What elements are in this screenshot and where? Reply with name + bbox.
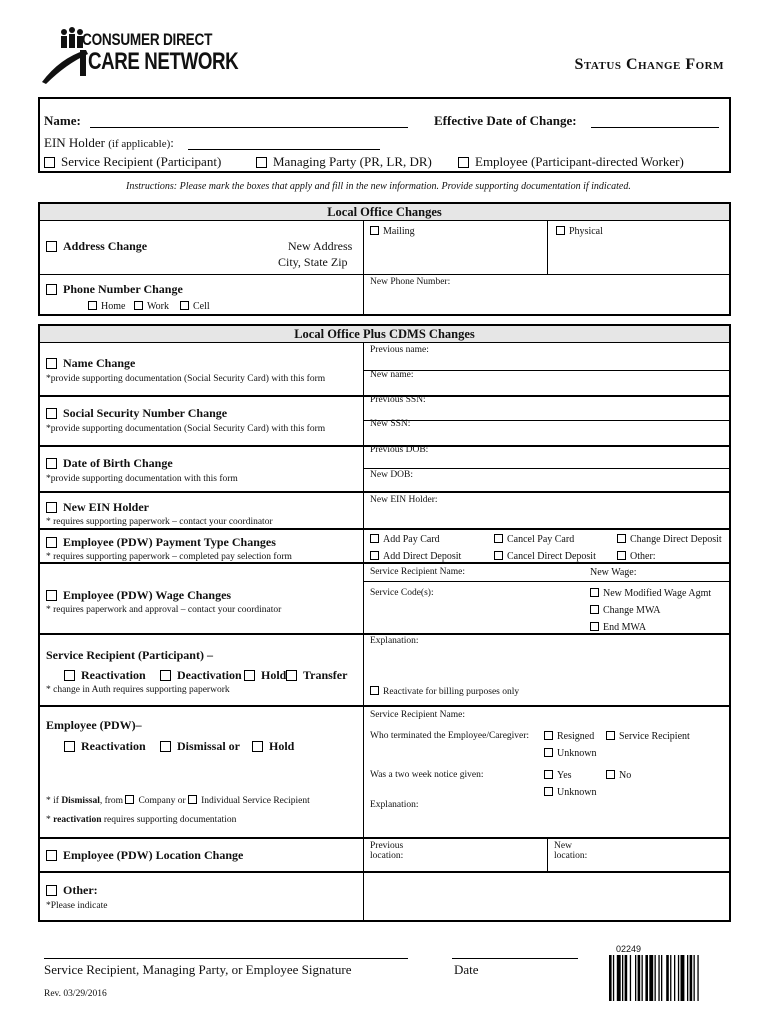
location-change-option[interactable]: Employee (PDW) Location Change [46,848,243,863]
option-employee[interactable]: Employee (Participant-directed Worker) [458,154,684,170]
checkbox-icon [286,670,297,681]
barcode-icon [609,955,731,1001]
resigned-option[interactable]: Resigned [544,731,594,742]
new-name-label: New name: [370,370,414,380]
new-ein-holder-option[interactable]: New EIN Holder [46,500,149,515]
name-field[interactable] [90,127,408,128]
checkbox-icon [180,301,189,310]
form-title: Status Change Form [574,56,724,73]
previous-ssn-label: Previous SSN: [370,395,426,405]
address-change-option[interactable]: Address Change [46,239,147,254]
checkbox-icon [46,502,57,513]
change-mwa-option[interactable]: Change MWA [590,605,661,616]
who-terminated-label: Who terminated the Employee/Caregiver: [370,731,530,741]
checkbox-icon [494,534,503,543]
checkbox-icon [46,358,57,369]
new-dob-label: New DOB: [370,470,414,480]
option-managing-party[interactable]: Managing Party (PR, LR, DR) [256,154,432,170]
logo-text-top: CONSUMER DIRECT [82,30,213,49]
checkbox-icon [544,731,553,740]
sr-status-title: Service Recipient (Participant) – [46,648,213,662]
new-ssn-label: New SSN: [370,419,411,429]
checkbox-icon [46,885,57,896]
other-option[interactable]: Other: [46,883,98,898]
cancel-direct-deposit-option[interactable]: Cancel Direct Deposit [494,551,596,562]
new-ein-holder-label: New EIN Holder: [370,495,438,505]
reactivation-note: * reactivation requires supporting documentation [46,815,237,825]
no-option[interactable]: No [606,770,631,781]
revision-date: Rev. 03/29/2016 [44,989,107,999]
checkbox-icon [46,458,57,469]
dob-change-note: *provide supporting documentation with this form [46,474,238,484]
checkbox-icon [46,408,57,419]
physical-option[interactable]: Physical [556,226,603,237]
sr-transfer-option[interactable]: Transfer [286,668,347,683]
checkbox-icon [370,534,379,543]
emp-status-title: Employee (PDW)– [46,718,142,732]
sr-hold-option[interactable]: Hold [244,668,286,683]
add-direct-deposit-option[interactable]: Add Direct Deposit [370,551,461,562]
signature-label: Service Recipient, Managing Party, or Employee Signature [44,962,352,977]
service-recipient-option[interactable]: Service Recipient [606,731,690,742]
date-field[interactable] [452,958,578,959]
new-phone-label: New Phone Number: [370,277,451,287]
checkbox-icon [606,731,615,740]
checkbox-icon [590,588,599,597]
cell-option[interactable]: Cell [180,301,210,312]
emp-reactivation-option[interactable]: Reactivation [64,739,146,754]
other-payment-option[interactable]: Other: [617,551,656,562]
applicant-info-box [38,97,731,173]
name-label: Name: [44,113,81,128]
phone-change-option[interactable]: Phone Number Change [46,282,183,297]
sr-deactivation-option[interactable]: Deactivation [160,668,242,683]
new-location-label: New location: [554,841,588,861]
previous-name-label: Previous name: [370,345,429,355]
emp-hold-option[interactable]: Hold [252,739,294,754]
checkbox-icon [134,301,143,310]
checkbox-icon[interactable] [125,795,134,804]
dob-change-option[interactable]: Date of Birth Change [46,456,173,471]
checkbox-icon [46,537,57,548]
checkbox-icon [160,670,171,681]
checkbox-icon [160,741,171,752]
unknown-terminated-option[interactable]: Unknown [544,748,596,759]
checkbox-icon [494,551,503,560]
sr-status-note: * change in Auth requires supporting paperwork [46,685,230,695]
checkbox-icon [544,770,553,779]
ein-holder-field[interactable] [188,149,380,150]
change-direct-deposit-option[interactable]: Change Direct Deposit [617,534,722,545]
checkbox-icon [370,686,379,695]
cdms-section [38,324,731,922]
checkbox-icon [44,157,55,168]
yes-option[interactable]: Yes [544,770,572,781]
checkbox-icon [64,670,75,681]
checkbox-icon [617,551,626,560]
name-change-note: *provide supporting documentation (Social Security Card) with this form [46,374,326,384]
name-change-option[interactable]: Name Change [46,356,135,371]
checkbox-icon [606,770,615,779]
payment-type-option[interactable]: Employee (PDW) Payment Type Changes [46,535,276,550]
checkbox-icon [46,590,57,601]
emp-explanation-label: Explanation: [370,800,419,810]
checkbox-icon [370,226,379,235]
instructions: Instructions: Please mark the boxes that apply and fill in the new information. Provide supporting documentation if indicated. [126,181,631,192]
checkbox-icon [46,241,57,252]
checkbox-icon [590,622,599,631]
cdms-heading: Local Office Plus CDMS Changes [40,326,729,343]
new-wage-label: New Wage: [590,567,637,578]
add-pay-card-option[interactable]: Add Pay Card [370,534,440,545]
checkbox-icon [370,551,379,560]
two-week-notice-label: Was a two week notice given: [370,770,484,780]
reactivate-billing-option[interactable]: Reactivate for billing purposes only [370,687,519,697]
service-codes-label: Service Code(s): [370,588,434,598]
checkbox-icon [252,741,263,752]
end-mwa-option[interactable]: End MWA [590,622,646,633]
checkbox-icon[interactable] [188,795,197,804]
home-option[interactable]: Home [88,301,125,312]
logo-text-bottom: CARE NETWORK [88,48,239,75]
sr-explanation-label: Explanation: [370,636,419,646]
unknown-notice-option[interactable]: Unknown [544,787,596,798]
effective-date-label: Effective Date of Change: [434,113,577,128]
checkbox-icon [590,605,599,614]
local-office-section [38,202,731,316]
option-service-recipient[interactable]: Service Recipient (Participant) [44,154,221,170]
new-address-label: New Address [288,239,353,253]
ein-holder-label: EIN Holder (if applicable): [44,135,174,150]
sr-name-label: Service Recipient Name: [370,567,465,577]
payment-type-note: * requires supporting paperwork – completed pay selection form [46,552,292,562]
form-number: 02249 [616,944,642,954]
checkbox-icon [256,157,267,168]
emp-dismissal-option[interactable]: Dismissal or [160,739,240,754]
checkbox-icon [556,226,565,235]
checkbox-icon [544,787,553,796]
wage-change-note: * requires paperwork and approval – contact your coordinator [46,605,282,615]
other-note: *Please indicate [46,901,108,911]
checkbox-icon [244,670,255,681]
work-option[interactable]: Work [134,301,169,312]
mailing-option[interactable]: Mailing [370,226,415,237]
local-office-heading: Local Office Changes [40,204,729,221]
checkbox-icon [544,748,553,757]
previous-dob-label: Previous DOB: [370,445,429,455]
checkbox-icon [458,157,469,168]
cancel-pay-card-option[interactable]: Cancel Pay Card [494,534,574,545]
checkbox-icon [64,741,75,752]
checkbox-icon [88,301,97,310]
emp-sr-name-label: Service Recipient Name: [370,710,465,720]
ssn-change-note: *provide supporting documentation (Social Security Card) with this form [46,424,326,434]
signature-field[interactable] [44,958,408,959]
checkbox-icon [46,284,57,295]
city-state-zip-label: City, State Zip [278,255,348,269]
effective-date-field[interactable] [591,127,719,128]
wage-change-option[interactable]: Employee (PDW) Wage Changes [46,588,231,603]
checkbox-icon [46,850,57,861]
new-modified-wage-option[interactable]: New Modified Wage Agmt [590,588,711,599]
checkbox-icon [617,534,626,543]
previous-location-label: Previous location: [370,841,404,861]
ein-holder-note: * requires supporting paperwork – contact your coordinator [46,517,273,527]
date-label: Date [454,962,479,977]
ssn-change-option[interactable]: Social Security Number Change [46,406,227,421]
sr-reactivation-option[interactable]: Reactivation [64,668,146,683]
dismissal-note: * if Dismissal, from Company or Individual Service Recipient [46,796,310,806]
